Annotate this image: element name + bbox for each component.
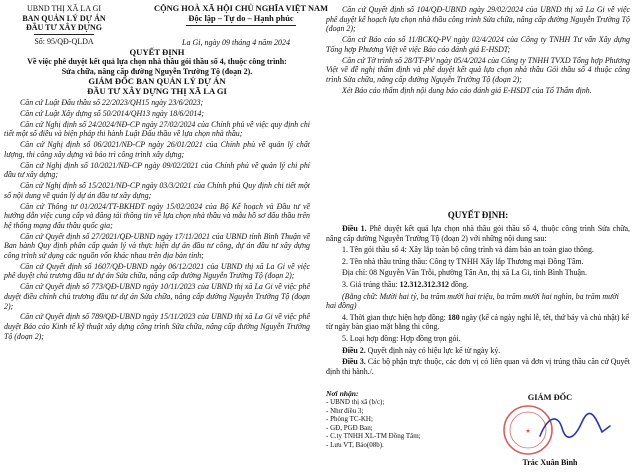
article-2-text: Quyết định này có hiệu lực kể từ ngày ký.: [365, 345, 501, 355]
legal-bases-left: [4, 98, 310, 343]
article-item-5: 5. Loại hợp đồng: Hợp đồng trọn gói.: [342, 333, 461, 343]
legal-bases-right: [326, 5, 630, 97]
document-number: Số: 95/QĐ-QLDA: [34, 36, 94, 46]
legal-basis: Căn cứ Nghị định số 06/2021/NĐ-CP ngày 26/01/2021 của Chính phủ về quản lý chất lượng, thi công xây dựng và bảo trì công trình xây dựng;: [4, 140, 310, 159]
recipient-item: - Phòng TC-KH;: [326, 415, 373, 424]
article-item-4: [326, 313, 630, 332]
recipients-heading: Nơi nhận:: [326, 389, 359, 398]
legal-basis: Căn cứ Tờ trình số 28/TT-PV ngày 05/4/2024 của Công ty TNHH TVXD Tổng hợp Phương Việt về đề nghị thẩm định và phê duyệt kết quả lựa chọn nhà thầu Gói thầu số 4 thuộc công trình Sửa chữa, nâng cấp đường Nguyễn Trường Tộ (đoạn 2);: [326, 55, 630, 84]
agency-header: [4, 4, 124, 46]
motto-underline: [186, 25, 296, 26]
nation-name: CỘNG HOÀ XÃ HỘI CHỦ NGHĨA VIỆT NAM: [154, 4, 328, 13]
article-3: [326, 357, 630, 376]
recipient-item: - GĐ, PGĐ Ban;: [326, 423, 373, 432]
article-item-1: 1. Tên gói thầu số 4: Xây lắp toàn bộ công trình và đảm bảo an toàn giao thông.: [342, 245, 594, 255]
duration-detail: ngày (kể cả ngày nghỉ lễ, tết, thứ bảy và chủ nhật) kể từ ngày bàn giao mặt bằng thi công.: [326, 312, 629, 332]
signer-name: Trác Xuân Bình: [522, 458, 578, 467]
authority-line-1: GIÁM ĐỐC BAN QUẢN LÝ DỰ ÁN: [88, 76, 226, 86]
article-1: [326, 224, 630, 243]
bid-price-in-words: (Bằng chữ: Mười hai tỷ, ba trăm mười hai triệu, ba trăm mười hai nghìn, ba trăm mười hai đồng): [326, 291, 619, 311]
article-3-label: Điều 3.: [342, 357, 366, 367]
recipient-item: - UBND thị xã (b/c);: [326, 398, 385, 406]
article-1-label: Điều 1.: [342, 224, 367, 233]
recipient-item: - Như điều 3;: [326, 406, 364, 415]
duration-value: 180: [447, 312, 460, 322]
legal-basis: Căn cứ Nghị định số 24/2024/NĐ-CP ngày 27/02/2024 của Chính phủ về việc quy định chi tiết một số điều và biện pháp thi hành Luật Đấu thầu về lựa chọn nhà thầu;: [4, 119, 310, 139]
official-stamp: [504, 406, 552, 454]
duration-label: 4. Thời gian thực hiện hợp đồng:: [342, 312, 448, 322]
agency-line-1: UBND THỊ XÃ LA GI: [26, 4, 102, 13]
legal-basis: Căn cứ Báo cáo số 11/BCKQ-PV ngày 02/4/2024 của Công ty TNHH Tư vấn Xây dựng Tổng hợp Phương Việt về việc Báo cáo đánh giá E-HSDT;: [326, 35, 630, 54]
bid-price-value: 12.312.312.312: [399, 279, 449, 289]
legal-basis: Căn cứ Luật Đấu thầu số 22/2023/QH15 ngày 23/6/2023;: [20, 98, 204, 107]
title-subject-1: Về việc phê duyệt kết quả lựa chọn nhà thầu gói thầu số 4, thuộc công trình:: [27, 57, 287, 66]
issue-date: La Gi, ngày 09 tháng 4 năm 2024: [182, 38, 290, 47]
legal-basis: Căn cứ Quyết định số 789/QĐ-UBND ngày 15/11/2023 của UBND thị xã La Gi về việc phê duyệt Báo cáo Kinh tế kỹ thuật xây dựng công trình Sửa chữa, nâng cấp đường Nguyễn Trường Tộ (đoạn 2);: [4, 312, 310, 341]
agency-line-3: ĐẦU TƯ XÂY DỰNG: [25, 23, 103, 32]
legal-basis: Căn cứ Luật Xây dựng số 50/2014/QH13 ngày 18/6/2014;: [20, 108, 204, 118]
document-title: [4, 47, 310, 76]
article-1-text: Phê duyệt kết quả lựa chọn nhà thầu gói thầu số 4, thuộc công trình Sửa chữa, nâng cấp đường Nguyễn Trường Tộ (đoạn 2) với những nội dung sau:: [326, 224, 630, 243]
authority-line-2: ĐẦU TƯ XÂY DỰNG THỊ XÃ LA GI: [87, 86, 227, 96]
signature-area: [470, 402, 630, 458]
recipient-item: - C.ty TNHH XL-TM Đồng Tâm;: [326, 432, 421, 441]
signer-title: GIÁM ĐỐC: [527, 393, 573, 402]
bid-price-unit: đồng.: [448, 279, 469, 289]
recipient-item: - Lưu VT, Bảo(08b).: [326, 440, 384, 449]
legal-basis: Căn cứ Quyết định số 27/2021/QĐ-UBND ngày 17/11/2021 của UBND tỉnh Bình Thuận về Ban hành Quy định phân cấp quản lý và thực hiện dự án đầu tư công, dự án đầu tư xây dựng công trình sử dụng các nguồn vốn khác nhau trên địa bàn tỉnh;: [4, 231, 310, 260]
national-motto: Độc lập – Tự do – Hạnh phúc: [188, 14, 294, 23]
article-2: [326, 346, 630, 356]
legal-basis: Căn cứ Quyết định số 104/QĐ-UBND ngày 29/02/2024 của UBND thị xã La Gi về việc phê duyệt kế hoạch lựa chọn nhà thầu công trình Sửa chữa, nâng cấp đường Nguyễn Trường Tộ (đoạn 2);: [326, 5, 630, 34]
decision-articles: [326, 224, 630, 378]
article-item-2-address: Địa chỉ: 08 Nguyễn Văn Trỗi, phường Tân An, thị xã La Gi, tỉnh Bình Thuận.: [342, 268, 587, 278]
article-2-label: Điều 2.: [342, 345, 366, 355]
article-3-text: Các bộ phận trực thuộc, các đơn vị có liên quan và đơn vị trúng thầu căn cứ Quyết định thi hành./.: [326, 357, 630, 376]
svg-text:★: ★: [525, 428, 531, 435]
agency-line-2: BAN QUẢN LÝ DỰ ÁN: [22, 13, 106, 23]
national-header: [152, 4, 330, 26]
decision-heading: QUYẾT ĐỊNH:: [447, 210, 509, 220]
bid-price-label: 3. Giá trúng thầu:: [342, 279, 400, 289]
title-subject-2: Sửa chữa, nâng cấp đường Nguyễn Trường Tộ (đoạn 2).: [61, 66, 253, 76]
recipients-list: [326, 389, 466, 450]
agency-underline: [34, 34, 94, 35]
legal-basis: Căn cứ Quyết định số 1607/QĐ-UBND ngày 06/12/2021 của UBND thị xã La Gi về việc phê duyệt chủ trương đầu tư dự án Sửa chữa, nâng cấp đường Nguyễn Trường Tộ (đoạn 2);: [4, 261, 310, 281]
title-heading: QUYẾT ĐỊNH: [129, 47, 185, 57]
legal-basis: Căn cứ Nghị định số 10/2021/NĐ-CP ngày 09/02/2021 của Chính phủ về quản lý chi phí đầu tư xây dựng;: [4, 160, 310, 180]
legal-basis: Căn cứ Thông tư 01/2024/TT-BKHĐT ngày 15/02/2024 của Bộ Kế hoạch và Đầu tư về hướng dẫn việc cung cấp và đăng tải thông tin về lựa chọn nhà thầu và mẫu hồ sơ đấu thầu trên hệ thống mạng đấu thầu quốc gia;: [4, 201, 310, 230]
handwritten-signature: [540, 413, 610, 437]
signature-svg: [470, 402, 630, 458]
article-item-2: 2. Tên nhà thầu trúng thầu: Công ty TNHH Xây lắp Thương mại Đồng Tâm.: [342, 256, 584, 266]
signature-block: [470, 393, 630, 467]
legal-basis: Căn cứ Nghị định số 15/2021/NĐ-CP ngày 03/3/2021 của Chính phủ Quy định chi tiết một số nội dung về quản lý dự án đầu tư xây dựng;: [4, 181, 310, 200]
issuing-authority: [4, 76, 310, 96]
legal-basis: Xét Báo cáo thẩm định nội dung báo cáo đánh giá E-HSDT của Tổ Thẩm định.: [342, 85, 592, 95]
article-item-3: [326, 280, 630, 290]
legal-basis: Căn cứ Quyết định số 773/QĐ-UBND ngày 10/11/2023 của UBND thị xã La Gi về việc phê duyệt điều chỉnh chủ trương đầu tư dự án Sửa chữa, nâng cấp đường Nguyễn Trường Tộ (đoạn 2);: [4, 282, 310, 311]
